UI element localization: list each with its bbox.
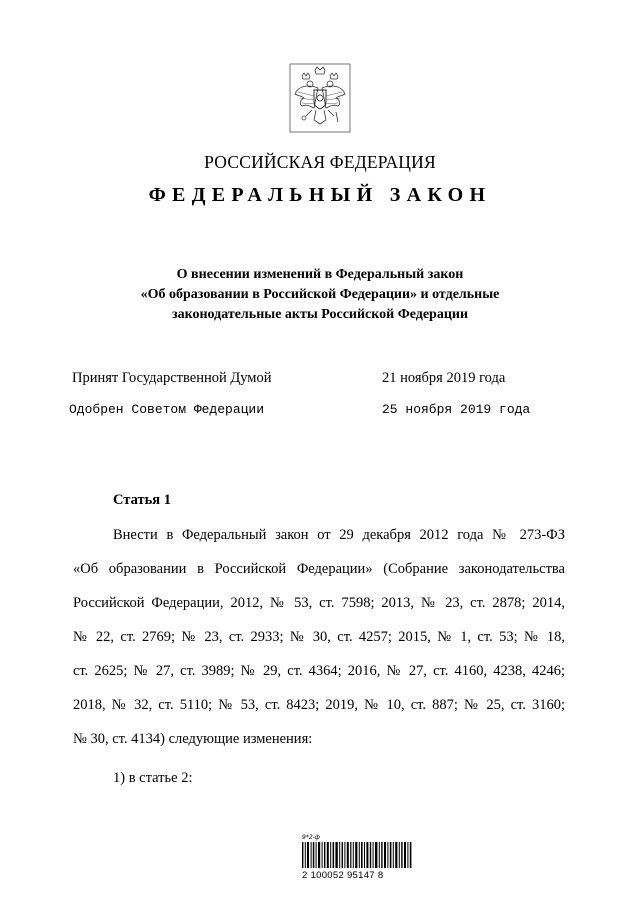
document-type: ФЕДЕРАЛЬНЫЙ ЗАКОН <box>148 184 492 206</box>
paragraph-line: 2018, № 32, ст. 5110; № 53, ст. 8423; 2019, № 10, ст. 887; № 25, ст. 3160; <box>73 697 565 713</box>
paragraph-line: ст. 2625; № 27, ст. 3989; № 29, ст. 4364; 2016, № 27, ст. 4160, 4238, 4246; <box>73 663 565 679</box>
paragraph-line: Внести в Федеральный закон от 29 декабря 2012 года № 273-ФЗ <box>113 527 565 543</box>
paragraph-line: № 30, ст. 4134) следующие изменения: <box>73 731 313 747</box>
article-heading: Статья 1 <box>113 492 171 508</box>
law-title-line: О внесении изменений в Федеральный закон <box>176 267 464 282</box>
paragraph-line: «Об образовании в Российской Федерации» (Собрание законодательства <box>73 561 565 577</box>
law-title <box>80 265 560 325</box>
barcode-number: 2 100052 95147 8 <box>302 870 384 881</box>
article-paragraph <box>73 518 565 756</box>
coat-of-arms-icon <box>288 62 352 134</box>
list-item: 1) в статье 2: <box>113 770 193 786</box>
paragraph-line: № 22, ст. 2769; № 23, ст. 2933; № 30, ст. 4257; 2015, № 1, ст. 53; № 18, <box>73 629 565 645</box>
approved-date: 25 ноября 2019 года <box>382 402 531 417</box>
adopted-date: 21 ноября 2019 года <box>382 370 506 386</box>
law-title-line: «Об образовании в Российской Федерации» и отдельные <box>140 287 500 302</box>
barcode-mark: 9*2-ф <box>302 834 320 841</box>
approved-by-council-label: Одобрен Советом Федерации <box>69 402 265 417</box>
law-title-line: законодательные акты Российской Федерации <box>171 307 469 322</box>
paragraph-line: Российской Федерации, 2012, № 53, ст. 7598; 2013, № 23, ст. 2878; 2014, <box>73 595 565 611</box>
barcode <box>302 834 412 880</box>
country-name: РОССИЙСКАЯ ФЕДЕРАЦИЯ <box>204 152 436 172</box>
barcode-bars <box>302 842 412 868</box>
adopted-by-duma-label: Принят Государственной Думой <box>72 370 272 386</box>
